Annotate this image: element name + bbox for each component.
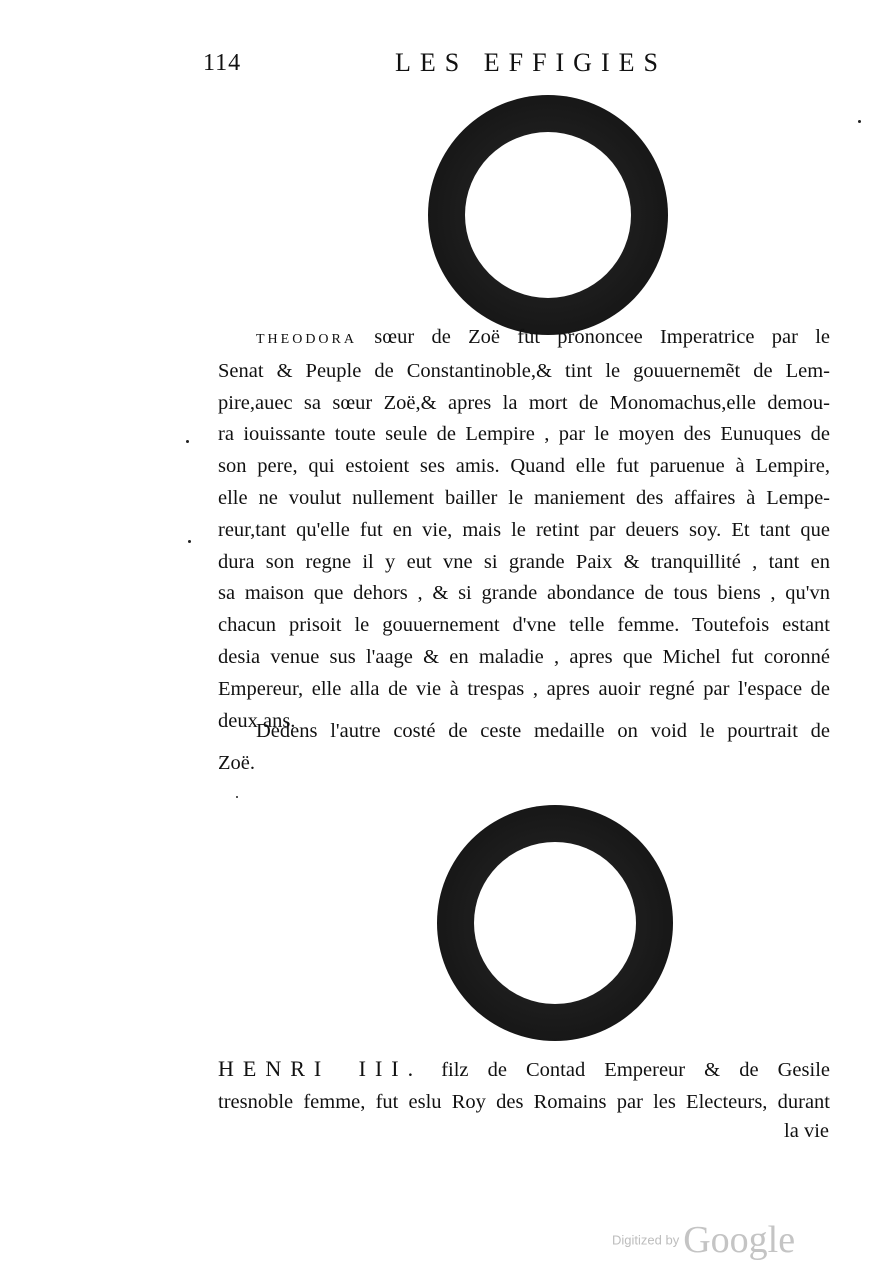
page-speck <box>858 120 861 123</box>
page-number: 114 <box>203 50 242 76</box>
text-line: dura son regne il y eut vne si grande Paix & tranquillité , tant en <box>218 550 830 573</box>
text-line: sa maison que dehors , & si grande abondance de tous biens , qu'vn <box>218 582 830 605</box>
medal-center <box>465 132 631 298</box>
text-line: elle ne voulut nullement bailler le maniement des affaires à Lempe- <box>218 486 830 509</box>
text-line: THEODORA sœur de Zoë fut prononcee Imperatrice par le <box>256 326 830 348</box>
medal-theodora <box>428 95 668 335</box>
text-line: Dedens l'autre costé de ceste medaille on void le pourtrait de <box>256 720 830 742</box>
running-title: LES EFFIGIES <box>395 48 667 77</box>
page-speck <box>186 440 189 443</box>
text-line: desia venue sus l'aage & en maladie , apres que Michel fut coronné <box>218 645 830 668</box>
paragraph-theodora <box>218 322 830 737</box>
text-line: tresnoble femme, fut eslu Roy des Romains par les Electeurs, durant <box>218 1090 830 1113</box>
name-henri: HENRI III. <box>218 1056 423 1081</box>
text-line: Zoë. <box>218 751 255 774</box>
text-line: deux ans. <box>218 709 296 732</box>
text-line: HENRI III. filz de Contad Empereur & de Gesile <box>218 1056 830 1081</box>
text-line: pire,auec sa sœur Zoë,& apres la mort de Monomachus,elle demou- <box>218 391 830 414</box>
paragraph-henri <box>218 1053 830 1119</box>
text-line: Senat & Peuple de Constantinoble,& tint le gouuernemẽt de Lem- <box>218 359 830 382</box>
medal-center <box>474 842 636 1004</box>
google-logo: Google <box>683 1219 796 1261</box>
page-speck <box>188 540 191 543</box>
text-line: Empereur, elle alla de vie à trespas , apres auoir regné par l'espace de <box>218 677 830 700</box>
catchword: la vie <box>784 1120 829 1142</box>
paragraph-reverse <box>218 716 830 780</box>
text-line: chacun prisoit le gouuernement d'vne telle femme. Toutefois estant <box>218 614 830 637</box>
text-line: ra iouissante toute seule de Lempire , par le moyen des Eunuques de <box>218 423 830 446</box>
text-line: reur,tant qu'elle fut en vie, mais le retint par deuers soy. Et tant que <box>218 518 830 541</box>
medal-zoe <box>437 805 673 1041</box>
digitized-label: Digitized by <box>612 1232 680 1248</box>
text-line: son pere, qui estoient ses amis. Quand elle fut paruenue à Lempire, <box>218 455 830 478</box>
page-speck <box>236 796 238 798</box>
name-theodora: THEODORA <box>256 332 357 347</box>
digitized-by-google-watermark <box>612 1218 795 1262</box>
